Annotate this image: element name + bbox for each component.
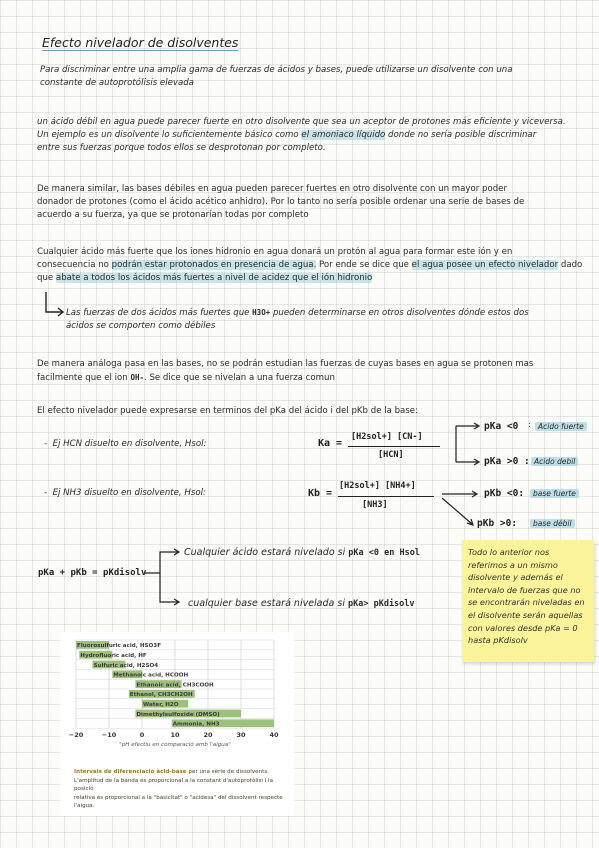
kb-numerator: [H2sol+] [NH4+] <box>339 481 416 491</box>
ka-numerator: [H2sol+] [CN-] <box>351 432 423 442</box>
chart-caption <box>74 768 290 811</box>
x-tick-label: −10 <box>101 731 117 740</box>
ka-lhs: Ka = <box>318 438 343 449</box>
p5-line-1: De manera análoga pasa en las bases, no se podrán estudian las fuerzas de cuyas bases en agua se protonen mas <box>37 359 534 369</box>
x-tick-label: 30 <box>236 731 246 740</box>
badge-base-debil: base débil <box>530 519 575 528</box>
x-axis-label: "pH efectiu en comparació amb l'aigua" <box>119 742 231 749</box>
example-2-text: Ej NH3 disuelto en disolvente, Hsol: <box>52 488 206 498</box>
pka-negative: pKa <0 <box>484 421 519 432</box>
paragraph-6: El efecto nivelador puede expresarse en terminos del pKa del ácido i del pKb de la base: <box>37 406 418 416</box>
p2-line-2: donador de protones (como el ácido acético anhidro). Por lo tanto no sería posible ordenar una serie de bases de <box>37 197 525 207</box>
relation-top-text: Cualquier ácido estará nivelado si <box>184 547 349 558</box>
bar-label: Methanoic acid, HCOOH <box>113 672 189 679</box>
ka-fraction-bar <box>348 446 440 447</box>
relation-top <box>184 546 420 560</box>
hydroxide-formula: OH- <box>130 373 144 382</box>
bullet-icon: - <box>44 488 53 498</box>
p4-line-1 <box>66 306 576 320</box>
example-1-label <box>44 438 206 451</box>
bar-label: Dimethylsulfoxide (DMSO) <box>136 711 220 718</box>
p1-line-1: un ácido débil en agua puede parecer fuerte en otro disolvente que sea un aceptor de protones más eficiente y viceversa. <box>37 117 566 127</box>
p3-line-2c: dado <box>558 260 583 270</box>
hydronium-formula: H3O+ <box>252 308 271 317</box>
bar-label: Ethanoic acid, CH3COOH <box>136 682 214 689</box>
badge-base-fuerte: base fuerte <box>530 489 579 498</box>
p3-highlight-2: el agua posee un efecto nivelador <box>411 260 559 270</box>
caption-line-1 <box>74 768 290 777</box>
p3-line-3a: que <box>37 273 56 283</box>
bar-label: Water, H2O <box>143 702 179 708</box>
p1-highlight: el amoniaco líquido <box>301 130 386 140</box>
pka-positive: pKa >0 : <box>484 456 530 467</box>
relation-bottom-condition: pKa> pKdisolv <box>348 599 415 609</box>
x-tick-label: −20 <box>68 731 84 740</box>
example-1-text: Ej HCN disuelto en disolvente, Hsol: <box>52 439 207 449</box>
intro-paragraph: Para discriminar entre una amplia gama de fuerzas de ácidos y bases, puede utilizarse un disolvente con una constante de autoprotólisis elevada <box>40 65 513 88</box>
example-2-label <box>44 487 206 500</box>
p3-highlight-1: podrán estar protonados en presencia de agua. <box>111 260 317 270</box>
relation-bottom <box>188 597 415 611</box>
p4-line-1a: Las fuerzas de dos ácidos más fuertes que <box>66 308 253 318</box>
p3-highlight-3: abate a todos los ácidos más fuertes a nivel de acidez que el ión hidronio <box>55 273 373 283</box>
p4-line-2: ácidos se comporten como débiles <box>66 321 216 331</box>
badge-acido-debil: Acido debil <box>531 457 578 466</box>
p3-line-2a: consecuencia no <box>37 260 112 270</box>
caption-title-rest: per una sèrie de dissolvents. <box>186 769 270 775</box>
kb-fraction-bar <box>338 496 434 497</box>
bar-label: Sulfuric acid, H2SO4 <box>93 662 159 669</box>
bar-label: Ammonia, NH3 <box>172 721 220 728</box>
bar-label: Fluorosulfuric acid, HSO3F <box>77 643 162 650</box>
x-tick-label: 40 <box>269 731 279 740</box>
relation-top-condition: pKa <0 en Hsol <box>348 548 420 558</box>
colon-1: : <box>528 420 531 429</box>
bullet-icon: - <box>44 439 53 449</box>
p2-line-3: acuerdo a su fuerza, ya que se protonarían todas por completo <box>37 210 309 220</box>
relation-bottom-text: cualquier base estará nivelada si <box>188 598 348 609</box>
p3-line-2b: Por ende se dice que <box>316 260 412 270</box>
badge-acido-fuerte: Acido fuerte <box>535 422 587 431</box>
ka-denominator: [HCN] <box>378 450 404 460</box>
p1-line-2b: donde no sería posible discriminar <box>385 130 537 140</box>
pkb-positive: pKb >0: <box>477 518 518 529</box>
p5-line-2a: facilmente que el ion <box>37 373 131 383</box>
p1-line-2a: Un ejemplo es un disolvente lo suficientemente básico como <box>37 130 302 140</box>
p5-line-2 <box>37 371 587 385</box>
hook-arrow-icon <box>42 290 66 320</box>
caption-title: Intervals de diferenciació àcid-base <box>74 769 187 775</box>
page-title: Efecto nivelador de disolventes <box>42 35 239 50</box>
chart-figure <box>60 632 294 816</box>
x-tick-label: 20 <box>203 731 213 740</box>
range-chart <box>60 632 294 762</box>
paragraph-4 <box>66 306 576 333</box>
caption-line-2: L'amplitud de la banda és proporcional a la constant d'autoprotòlisi i la posició <box>74 777 274 793</box>
paragraph-5 <box>37 358 587 385</box>
caption-line-3: relativa és proporcional a la "basicitat" o "acidesa" del dissolvent respecte l'aigua. <box>74 794 283 810</box>
p2-line-1: De manera similar, las bases débiles en agua pueden parecer fuertes en otro disolvente con un mayor poder <box>37 184 507 194</box>
kb-denominator: [NH3] <box>362 500 388 510</box>
bar-label: Ethanol, CH3CH2OH <box>129 692 193 699</box>
p4-line-1c: pueden determinarse en otros disolventes dónde estos dos <box>270 308 529 318</box>
branch-arrows-icon <box>452 420 486 468</box>
p3-line-3 <box>37 272 587 285</box>
p1-line-3: entre sus fuerzas porque todos ellos se desprotonan por completo. <box>37 143 326 153</box>
pk-relation: pKa + pKb = pKdisolv <box>38 568 147 578</box>
p3-line-2 <box>37 259 587 272</box>
x-tick-label: 10 <box>170 731 180 740</box>
pkb-negative: pKb <0: <box>484 488 525 499</box>
paragraph-1 <box>37 116 577 155</box>
paragraph-2 <box>37 183 577 222</box>
branch-arrows-icon <box>140 540 184 610</box>
p5-line-2c: . Se dice que se nivelan a una fuerza comun <box>143 373 335 383</box>
kb-lhs: Kb = <box>308 488 333 499</box>
sticky-note: Todo lo anterior nos referimos a un mismo disolvente y además el intervalo de fuerzas que no se encontrarán niveladas en el disolvente serán aquellas con valores desde pKa = 0 hasta pKdisolv <box>462 540 594 662</box>
x-tick-label: 0 <box>139 731 145 740</box>
p1-line-2 <box>37 129 577 142</box>
p3-line-1: Cualquier ácido más fuerte que los iones hidronio en agua donará un protón al agua para formar este ión y en <box>37 247 513 257</box>
paragraph-3 <box>37 246 587 285</box>
bar-label: Hydrofluoric acid, HF <box>80 653 147 659</box>
